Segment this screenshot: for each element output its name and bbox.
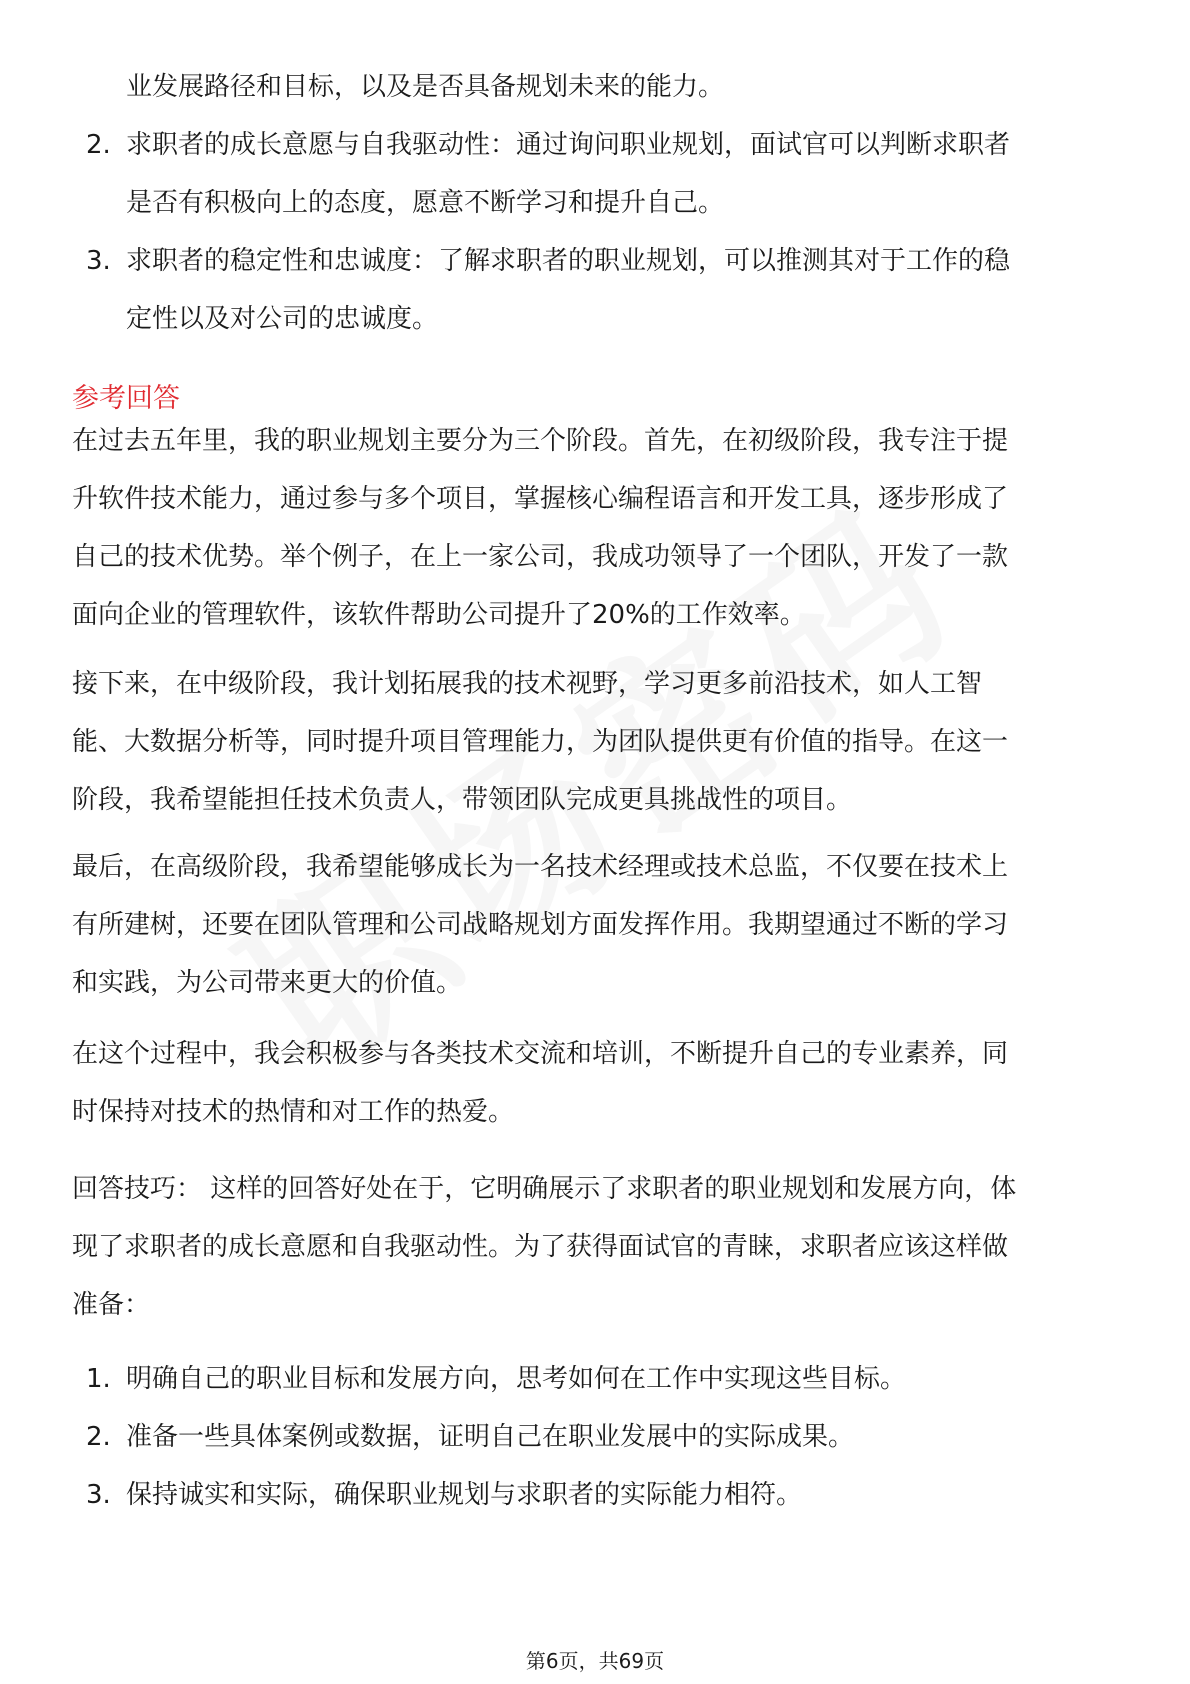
list-item — [72, 1350, 1122, 1408]
paragraph-line: 回答技巧： 这样的回答好处在于，它明确展示了求职者的职业规划和发展方向，体 — [72, 1174, 1017, 1204]
intro-list — [72, 58, 1122, 348]
list-item — [72, 1408, 1122, 1466]
list-item — [72, 1466, 1122, 1524]
paragraph-line: 时保持对技术的热情和对工作的热爱。 — [72, 1097, 515, 1127]
paragraph-line: 阶段，我希望能担任技术负责人，带领团队完成更具挑战性的项目。 — [72, 785, 853, 815]
page-footer: 第6页，共69页 — [525, 1649, 665, 1673]
tips-list — [72, 1350, 1122, 1524]
paragraph-line: 自己的技术优势。举个例子，在上一家公司，我成功领导了一个团队，开发了一款 — [72, 542, 1009, 572]
list-item-text: 准备一些具体案例或数据，证明自己在职业发展中的实际成果。 — [126, 1422, 855, 1452]
paragraph-line: 能、大数据分析等，同时提升项目管理能力，为团队提供更有价值的指导。在这一 — [72, 727, 1009, 757]
paragraph-line: 在过去五年里，我的职业规划主要分为三个阶段。首先，在初级阶段，我专注于提 — [72, 426, 1009, 456]
list-item-text: 保持诚实和实际，确保职业规划与求职者的实际能力相符。 — [126, 1480, 803, 1510]
list-item-line: 求职者的成长意愿与自我驱动性：通过询问职业规划，面试官可以判断求职者 — [126, 130, 1011, 160]
paragraph-line: 最后，在高级阶段，我希望能够成长为一名技术经理或技术总监，不仅要在技术上 — [72, 852, 1009, 882]
paragraph-line: 有所建树，还要在团队管理和公司战略规划方面发挥作用。我期望通过不断的学习 — [72, 910, 1009, 940]
section-heading: 参考回答 — [72, 383, 180, 414]
paragraph-line: 在这个过程中，我会积极参与各类技术交流和培训，不断提升自己的专业素养，同 — [72, 1039, 1009, 1069]
list-number: 1. — [86, 1364, 111, 1394]
list-item-line: 是否有积极向上的态度，愿意不断学习和提升自己。 — [126, 188, 725, 218]
paragraph-line: 接下来，在中级阶段，我计划拓展我的技术视野，学习更多前沿技术，如人工智 — [72, 669, 983, 699]
list-number: 3. — [86, 1480, 111, 1510]
paragraph-line: 现了求职者的成长意愿和自我驱动性。为了获得面试官的青睐，求职者应该这样做 — [72, 1232, 1009, 1262]
list-item — [72, 232, 1122, 348]
list-item-text: 明确自己的职业目标和发展方向，思考如何在工作中实现这些目标。 — [126, 1364, 907, 1394]
list-number: 2. — [86, 130, 111, 160]
list-number: 3. — [86, 246, 111, 276]
paragraph — [72, 1025, 1132, 1141]
list-item-line: 定性以及对公司的忠诚度。 — [126, 304, 439, 334]
list-item — [72, 58, 1122, 116]
paragraph — [72, 838, 1132, 1012]
paragraph — [72, 655, 1132, 829]
list-number: 2. — [86, 1422, 111, 1452]
paragraph-line: 面向企业的管理软件，该软件帮助公司提升了20%的工作效率。 — [72, 600, 806, 630]
answer-tips-paragraph — [72, 1160, 1132, 1334]
paragraph-line: 升软件技术能力，通过参与多个项目，掌握核心编程语言和开发工具，逐步形成了 — [72, 484, 1009, 514]
list-item-line: 业发展路径和目标，以及是否具备规划未来的能力。 — [126, 72, 725, 102]
paragraph — [72, 412, 1132, 644]
list-item-line: 求职者的稳定性和忠诚度：了解求职者的职业规划，可以推测其对于工作的稳 — [126, 246, 1011, 276]
list-item — [72, 116, 1122, 232]
paragraph-line: 和实践，为公司带来更大的价值。 — [72, 968, 463, 998]
paragraph-line: 准备： — [72, 1290, 151, 1320]
